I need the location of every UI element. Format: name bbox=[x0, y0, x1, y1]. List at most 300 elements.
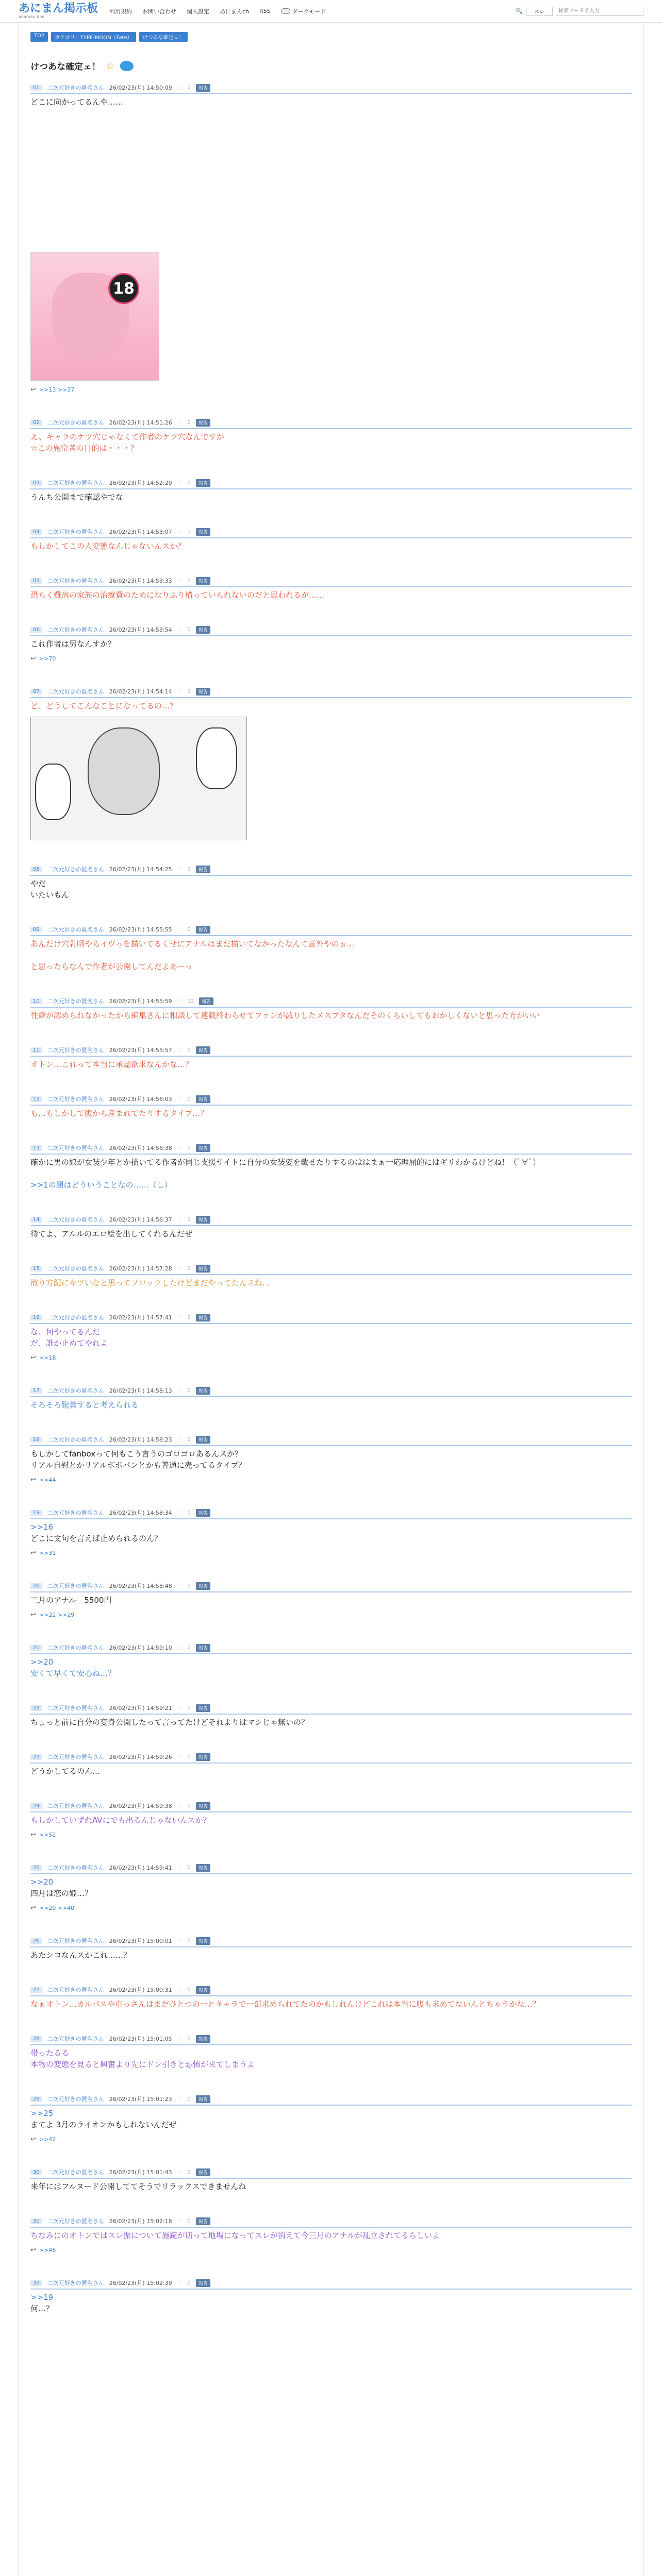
heart-count: 0 bbox=[187, 1645, 191, 1651]
post-author: 二次元好きの匿名さん bbox=[47, 419, 104, 426]
post-item bbox=[30, 2095, 632, 2143]
post-date: 26/02/23(月) 15:00:31 bbox=[109, 1987, 172, 1993]
post-author: 二次元好きの匿名さん bbox=[47, 998, 104, 1005]
post-date: 26/02/23(月) 14:59:26 bbox=[109, 1754, 172, 1760]
post-author: 二次元好きの匿名さん bbox=[47, 1583, 104, 1589]
heart-icon[interactable]: ♡ bbox=[177, 1265, 183, 1272]
post-item bbox=[30, 687, 632, 840]
heart-icon[interactable]: ♡ bbox=[177, 866, 183, 873]
post-author: 二次元好きの匿名さん bbox=[47, 1436, 104, 1443]
post-line: >>16 bbox=[30, 1522, 54, 1532]
post-line: 待てよ、アルルのエロ絵を出してくれるんだぜ bbox=[30, 1229, 193, 1239]
post-date: 26/02/23(月) 14:57:41 bbox=[109, 1314, 172, 1321]
post-body bbox=[30, 540, 632, 552]
report-button[interactable]: 報告 bbox=[196, 1144, 210, 1152]
post-item bbox=[30, 1046, 632, 1070]
post-item bbox=[30, 1509, 632, 1557]
post-line: ど、どうしてこんなことになってるの…？ bbox=[30, 701, 178, 710]
reply-text[interactable]: >>46 bbox=[39, 2247, 56, 2253]
report-button[interactable]: 報告 bbox=[196, 1864, 210, 1872]
post-number[interactable]: 30 bbox=[30, 2170, 42, 2175]
nav-settings[interactable]: 個人設定 bbox=[187, 8, 210, 15]
post-line: 帯ったるる bbox=[30, 2048, 70, 2058]
post-line: 確かに男の娘が女装少年とか描いてる作者が同じ支援サイトに自分の女装姿を載せたりするのははまぁ一応理屈的にはギリわかるけどね！（ﾟ∀ﾟ） bbox=[30, 1158, 540, 1167]
heart-icon[interactable]: ♡ bbox=[177, 1387, 183, 1394]
reply-icon: ↩ bbox=[30, 655, 36, 663]
report-button[interactable]: 報告 bbox=[196, 528, 210, 536]
heart-count: 0 bbox=[187, 1047, 191, 1053]
report-button[interactable]: 報告 bbox=[196, 1046, 210, 1054]
heart-icon[interactable]: ♡ bbox=[177, 1644, 183, 1651]
reply-text[interactable]: >>31 bbox=[39, 1550, 56, 1556]
post-line: だ、誰か止めてやれよ bbox=[30, 1338, 108, 1348]
report-button[interactable]: 報告 bbox=[196, 688, 210, 696]
toggle-switch[interactable] bbox=[281, 8, 290, 14]
reply-text[interactable]: >>22 >>29 bbox=[39, 1612, 75, 1618]
post-author: 二次元好きの匿名さん bbox=[47, 1705, 104, 1711]
reply-links[interactable] bbox=[30, 1831, 632, 1839]
heart-icon[interactable]: ♡ bbox=[177, 1436, 183, 1443]
post-item bbox=[30, 1802, 632, 1839]
post-number[interactable]: 09 bbox=[30, 927, 42, 933]
post-number[interactable]: 26 bbox=[30, 1938, 42, 1944]
post-item bbox=[30, 418, 632, 454]
character-head bbox=[88, 727, 160, 815]
report-button[interactable]: 報告 bbox=[196, 626, 210, 634]
post-number[interactable]: 19 bbox=[30, 1510, 42, 1516]
report-button[interactable]: 報告 bbox=[196, 1802, 210, 1810]
post-body bbox=[30, 1157, 632, 1191]
reply-text[interactable]: >>29 >>40 bbox=[39, 1905, 75, 1911]
star-icon[interactable]: ☆ bbox=[106, 59, 115, 72]
post-line: ☆この異常者の目的は・・・？ bbox=[30, 444, 138, 453]
post-line: やだ bbox=[30, 879, 46, 888]
post-header bbox=[30, 865, 632, 876]
report-button[interactable]: 報告 bbox=[196, 2279, 210, 2287]
reply-icon: ↩ bbox=[30, 2136, 36, 2143]
post-header bbox=[30, 1386, 632, 1397]
report-button[interactable]: 報告 bbox=[196, 1216, 210, 1224]
post-body bbox=[30, 589, 632, 601]
post-body bbox=[30, 1950, 632, 1961]
post-date: 26/02/23(月) 14:56:03 bbox=[109, 1096, 172, 1103]
report-button[interactable]: 報告 bbox=[196, 1937, 210, 1945]
post-date: 26/02/23(月) 14:53:54 bbox=[109, 626, 172, 633]
heart-icon[interactable]: ♡ bbox=[177, 1582, 183, 1589]
heart-icon[interactable]: ♡ bbox=[177, 2168, 183, 2176]
reply-text[interactable]: >>70 bbox=[39, 655, 56, 662]
post-date: 26/02/23(月) 14:57:28 bbox=[109, 1265, 172, 1272]
post-item bbox=[30, 2217, 632, 2254]
post-number[interactable]: 27 bbox=[30, 1987, 42, 1993]
post-number[interactable]: 05 bbox=[30, 578, 42, 584]
heart-count: 0 bbox=[187, 688, 191, 694]
post-body bbox=[30, 1448, 632, 1471]
reply-text[interactable]: >>18 bbox=[39, 1354, 56, 1361]
report-button[interactable]: 報告 bbox=[196, 84, 210, 92]
site-logo[interactable] bbox=[19, 3, 98, 20]
post-author: 二次元好きの匿名さん bbox=[47, 866, 104, 873]
post-item bbox=[30, 83, 632, 394]
post-line: と思ったらなんで作者が公開してんだよあーっ bbox=[30, 962, 193, 971]
reply-links[interactable] bbox=[30, 1549, 632, 1557]
post-header bbox=[30, 1986, 632, 1996]
breadcrumb-category[interactable]: カテゴリ：TYPE-MOON（Fate） bbox=[51, 32, 136, 42]
heart-count: 0 bbox=[187, 1145, 191, 1151]
post-author: 二次元好きの匿名さん bbox=[47, 2169, 104, 2176]
post-number[interactable]: 25 bbox=[30, 1865, 42, 1871]
post-item bbox=[30, 925, 632, 972]
post-date: 26/02/23(月) 14:53:07 bbox=[109, 529, 172, 535]
heart-count: 0 bbox=[187, 2280, 191, 2286]
reply-links[interactable] bbox=[30, 1611, 632, 1619]
post-author: 二次元好きの匿名さん bbox=[47, 1510, 104, 1516]
reply-links[interactable] bbox=[30, 386, 632, 394]
search-area bbox=[516, 7, 643, 16]
search-icon[interactable]: 🔍 bbox=[516, 8, 523, 14]
post-line: 恐らく難病の家族の治療費のためになりふり構っていられないのだと思われるが…… bbox=[30, 590, 325, 600]
post-line: どうかしてるのん… bbox=[30, 1767, 101, 1776]
post-number[interactable]: 23 bbox=[30, 1754, 42, 1760]
post-number[interactable]: 17 bbox=[30, 1388, 42, 1394]
heart-count: 0 bbox=[187, 1754, 191, 1760]
post-author: 二次元好きの匿名さん bbox=[47, 1314, 104, 1321]
heart-count: 12 bbox=[187, 998, 194, 1004]
post-header bbox=[30, 577, 632, 587]
post-line: え、キャラのケツ穴じゃなくて作者のケツ穴なんですか bbox=[30, 432, 224, 442]
heart-icon[interactable]: ♡ bbox=[177, 1937, 183, 1944]
heart-icon[interactable]: ♡ bbox=[177, 528, 183, 535]
report-button[interactable]: 報告 bbox=[196, 1387, 210, 1395]
reply-icon: ↩ bbox=[30, 1354, 36, 1362]
post-number[interactable]: 12 bbox=[30, 1096, 42, 1102]
heart-count: 0 bbox=[187, 480, 191, 486]
report-button[interactable]: 報告 bbox=[196, 577, 210, 585]
post-line: 三月のアナル 5500円 bbox=[30, 1596, 112, 1605]
report-button[interactable]: 報告 bbox=[196, 1753, 210, 1761]
post-author: 二次元好きの匿名さん bbox=[47, 1803, 104, 1809]
post-line: 来年にはフルヌード公開しててそうでリラックスできませんね bbox=[30, 2182, 246, 2191]
heart-icon[interactable]: ♡ bbox=[177, 419, 183, 426]
post-number[interactable]: 01 bbox=[30, 85, 42, 91]
nav-animanch[interactable]: あにまんch bbox=[220, 8, 250, 15]
report-button[interactable]: 報告 bbox=[196, 866, 210, 873]
reply-text[interactable]: >>44 bbox=[39, 1477, 56, 1483]
heart-icon[interactable]: ♡ bbox=[177, 626, 183, 633]
heart-icon[interactable]: ♡ bbox=[177, 1864, 183, 1871]
heart-icon[interactable]: ♡ bbox=[177, 2279, 183, 2286]
post-item bbox=[30, 1095, 632, 1119]
report-button[interactable]: 報告 bbox=[196, 1265, 210, 1273]
nav-rss[interactable]: RSS bbox=[259, 8, 271, 14]
heart-icon[interactable]: ♡ bbox=[177, 1046, 183, 1054]
heart-icon[interactable]: ♡ bbox=[177, 926, 183, 933]
post-line: 四月は恋の姫…？ bbox=[30, 1889, 93, 1898]
post-header bbox=[30, 2279, 632, 2290]
post-body bbox=[30, 1521, 632, 1544]
post-item bbox=[30, 1753, 632, 1777]
reply-text[interactable]: >>42 bbox=[39, 2136, 56, 2143]
post-line: いたいもん bbox=[30, 890, 70, 900]
post-header bbox=[30, 1643, 632, 1654]
dark-mode-toggle[interactable] bbox=[281, 7, 326, 15]
heart-icon[interactable]: ♡ bbox=[177, 1753, 183, 1760]
post-header bbox=[30, 997, 632, 1008]
post-body bbox=[30, 1277, 632, 1289]
heart-count: 0 bbox=[187, 1387, 191, 1394]
post-header bbox=[30, 1509, 632, 1519]
post-number[interactable]: 16 bbox=[30, 1315, 42, 1320]
post-item bbox=[30, 2035, 632, 2070]
report-button[interactable]: 報告 bbox=[196, 1095, 210, 1103]
post-header bbox=[30, 528, 632, 538]
report-button[interactable]: 報告 bbox=[196, 479, 210, 487]
post-date: 26/02/23(月) 14:58:23 bbox=[109, 1436, 172, 1443]
search-scope-select[interactable]: スレ bbox=[526, 7, 553, 16]
report-button[interactable]: 報告 bbox=[196, 1509, 210, 1517]
post-body bbox=[30, 878, 632, 901]
post-line: >>1の題はどういうことなの……（し） bbox=[30, 1180, 172, 1190]
post-header bbox=[30, 418, 632, 429]
heart-icon[interactable]: ♡ bbox=[177, 1986, 183, 1993]
heart-count: 0 bbox=[187, 2169, 191, 2175]
post-number[interactable]: 03 bbox=[30, 480, 42, 486]
post-line: >>25 bbox=[30, 2109, 54, 2118]
post-date: 26/02/23(月) 14:54:14 bbox=[109, 688, 172, 695]
post-author: 二次元好きの匿名さん bbox=[47, 1265, 104, 1272]
breadcrumb-thread[interactable]: けつあな確定ェ！ bbox=[139, 32, 188, 42]
heart-icon[interactable]: ♡ bbox=[177, 997, 183, 1005]
post-author: 二次元好きの匿名さん bbox=[47, 529, 104, 535]
post-number[interactable]: 32 bbox=[30, 2280, 42, 2286]
heart-icon[interactable]: ♡ bbox=[177, 1802, 183, 1809]
post-header bbox=[30, 2217, 632, 2228]
post-body bbox=[30, 2181, 632, 2192]
post-body bbox=[30, 2292, 632, 2314]
post-author: 二次元好きの匿名さん bbox=[47, 1216, 104, 1223]
post-author: 二次元好きの匿名さん bbox=[47, 480, 104, 486]
post-line: もしかしてこの人変態なんじゃないんスか？ bbox=[30, 541, 186, 551]
post-body bbox=[30, 938, 632, 972]
manga-panel-image[interactable] bbox=[30, 717, 247, 840]
report-button[interactable]: 報告 bbox=[196, 2168, 210, 2176]
post-date: 26/02/23(月) 14:55:57 bbox=[109, 1047, 172, 1054]
post-number[interactable]: 20 bbox=[30, 1583, 42, 1589]
post-header bbox=[30, 83, 632, 94]
post-date: 26/02/23(月) 14:55:59 bbox=[109, 998, 172, 1005]
report-button[interactable]: 報告 bbox=[196, 2035, 210, 2043]
post-date: 26/02/23(月) 14:58:34 bbox=[109, 1510, 172, 1516]
post-header bbox=[30, 1264, 632, 1275]
search-input[interactable] bbox=[556, 7, 643, 16]
nav-terms[interactable]: 利用規約 bbox=[109, 8, 133, 15]
post-number[interactable]: 02 bbox=[30, 420, 42, 426]
heart-count: 0 bbox=[187, 1705, 191, 1711]
heart-count: 0 bbox=[187, 1987, 191, 1993]
post-line: そろそろ脱糞すると考えられる bbox=[30, 1400, 139, 1410]
site-header bbox=[0, 0, 662, 23]
heart-icon[interactable]: ♡ bbox=[177, 1509, 183, 1516]
breadcrumb-top[interactable]: TOP bbox=[30, 32, 48, 42]
post-header bbox=[30, 1704, 632, 1715]
reply-icon: ↩ bbox=[30, 1611, 36, 1619]
post-header bbox=[30, 1313, 632, 1324]
post-header bbox=[30, 1215, 632, 1226]
heart-icon[interactable]: ♡ bbox=[177, 84, 183, 91]
reply-text[interactable]: >>52 bbox=[39, 1832, 56, 1838]
post-date: 26/02/23(月) 14:55:55 bbox=[109, 926, 172, 933]
post-header bbox=[30, 1435, 632, 1446]
post-item bbox=[30, 479, 632, 503]
heart-icon[interactable]: ♡ bbox=[177, 2035, 183, 2042]
post-item bbox=[30, 1264, 632, 1289]
post-date: 26/02/23(月) 14:58:48 bbox=[109, 1583, 172, 1589]
post-header bbox=[30, 2095, 632, 2106]
post-number[interactable]: 31 bbox=[30, 2218, 42, 2224]
post-date: 26/02/23(月) 15:01:43 bbox=[109, 2169, 172, 2176]
post-author: 二次元好きの匿名さん bbox=[47, 2218, 104, 2225]
report-button[interactable]: 報告 bbox=[196, 2217, 210, 2225]
post-line: も…もしかして腹から産まれてたりするタイプ…？ bbox=[30, 1109, 208, 1118]
post-number[interactable]: 10 bbox=[30, 998, 42, 1004]
post-item bbox=[30, 1863, 632, 1912]
heart-count: 0 bbox=[187, 2218, 191, 2224]
post-line: >>20 bbox=[30, 1877, 54, 1887]
post-item bbox=[30, 1144, 632, 1191]
heart-icon[interactable]: ♡ bbox=[177, 1216, 183, 1223]
report-button[interactable]: 報告 bbox=[196, 1582, 210, 1590]
post-number[interactable]: 11 bbox=[30, 1047, 42, 1053]
report-button[interactable]: 報告 bbox=[196, 419, 210, 427]
post-item bbox=[30, 577, 632, 601]
logo-subtitle: anaman bbs bbox=[19, 14, 44, 19]
twitter-icon[interactable] bbox=[120, 61, 134, 71]
post-author: 二次元好きの匿名さん bbox=[47, 2036, 104, 2042]
post-body: どこに向かってるんや…… bbox=[30, 97, 124, 107]
post-number[interactable]: 21 bbox=[30, 1645, 42, 1651]
post-author: 二次元好きの匿名さん bbox=[47, 1987, 104, 1993]
post-body bbox=[30, 700, 632, 711]
reply-icon: ↩ bbox=[30, 1904, 36, 1912]
heart-icon[interactable]: ♡ bbox=[177, 688, 183, 695]
post-body bbox=[30, 1876, 632, 1899]
post-number[interactable]: 14 bbox=[30, 1217, 42, 1223]
post-number[interactable]: 06 bbox=[30, 627, 42, 633]
post-item bbox=[30, 2168, 632, 2192]
heart-count: 0 bbox=[187, 1216, 191, 1223]
heart-icon[interactable]: ♡ bbox=[177, 2217, 183, 2225]
heart-icon[interactable]: ♡ bbox=[177, 577, 183, 584]
heart-count: 0 bbox=[187, 1938, 191, 1944]
post-header bbox=[30, 625, 632, 636]
report-button[interactable]: 報告 bbox=[199, 997, 213, 1005]
post-body bbox=[30, 1766, 632, 1777]
post-date: 26/02/23(月) 15:01:05 bbox=[109, 2036, 172, 2042]
heart-icon[interactable]: ♡ bbox=[177, 1144, 183, 1151]
post-header bbox=[30, 1582, 632, 1592]
speech-bubble bbox=[196, 727, 237, 789]
heart-count: 0 bbox=[187, 1096, 191, 1102]
post-date: 26/02/23(月) 15:01:23 bbox=[109, 2096, 172, 2103]
post-line: な、何やってるんだ bbox=[30, 1327, 101, 1336]
reply-links[interactable] bbox=[30, 2136, 632, 2143]
heart-count: 0 bbox=[187, 1510, 191, 1516]
logo-title: あにまん掲示板 bbox=[19, 2, 98, 15]
post-header bbox=[30, 1046, 632, 1057]
heart-count: 0 bbox=[187, 1583, 191, 1589]
report-button[interactable]: 報告 bbox=[196, 1704, 210, 1712]
post-date: 26/02/23(月) 14:50:09 bbox=[109, 84, 172, 91]
reply-links[interactable] bbox=[30, 655, 632, 663]
post-item bbox=[30, 1582, 632, 1619]
post-line: どこに文句を言えば止められるのん？ bbox=[30, 1534, 162, 1543]
post-number[interactable]: 04 bbox=[30, 529, 42, 535]
post-header bbox=[30, 925, 632, 936]
post-line: 安くて早くて安心ね…？ bbox=[30, 1669, 116, 1678]
post-line: ちょっと前に自分の変身公開したって言ってたけどそれよりはマシじゃ無いの？ bbox=[30, 1718, 309, 1727]
reply-links[interactable] bbox=[30, 1476, 632, 1484]
post-body bbox=[30, 431, 632, 454]
reply-text[interactable]: >>13 >>37 bbox=[39, 386, 75, 393]
report-button[interactable]: 報告 bbox=[196, 1986, 210, 1994]
heart-icon[interactable]: ♡ bbox=[177, 1314, 183, 1321]
post-number[interactable]: 24 bbox=[30, 1803, 42, 1809]
post-body bbox=[30, 1815, 632, 1826]
heart-icon[interactable]: ♡ bbox=[177, 479, 183, 486]
report-button[interactable]: 報告 bbox=[196, 1436, 210, 1444]
post-number[interactable]: 18 bbox=[30, 1437, 42, 1443]
post-date: 26/02/23(月) 14:53:33 bbox=[109, 578, 172, 584]
post-item bbox=[30, 1313, 632, 1362]
post-body bbox=[30, 1010, 632, 1021]
post-date: 26/02/23(月) 14:59:38 bbox=[109, 1803, 172, 1809]
post-number[interactable]: 08 bbox=[30, 867, 42, 872]
post-author: 二次元好きの匿名さん bbox=[47, 926, 104, 933]
report-button[interactable]: 報告 bbox=[196, 926, 210, 934]
post-line: もしかしていずれAVにでも出るんじゃないんスか？ bbox=[30, 1816, 211, 1825]
heart-icon[interactable]: ♡ bbox=[177, 1704, 183, 1711]
post-number[interactable]: 07 bbox=[30, 689, 42, 694]
report-button[interactable]: 報告 bbox=[196, 1314, 210, 1321]
post-date: 26/02/23(月) 14:59:41 bbox=[109, 1865, 172, 1871]
heart-icon[interactable]: ♡ bbox=[177, 1095, 183, 1103]
post-body bbox=[30, 1326, 632, 1349]
post-author: 二次元好きの匿名さん bbox=[47, 688, 104, 695]
post-line: >>19 bbox=[30, 2293, 54, 2302]
post-number[interactable]: 15 bbox=[30, 1266, 42, 1272]
post-line: >>20 bbox=[30, 1657, 54, 1667]
report-button[interactable]: 報告 bbox=[196, 2095, 210, 2103]
post-line: なぁオトン…カルパスや市っさんはまだひとつの一とキャラで一部求められてたのかもしれんけどこれは本当に腹も求めてないんとちゃうかな…？ bbox=[30, 1999, 540, 2009]
anime-girl-image[interactable] bbox=[30, 252, 159, 381]
post-number[interactable]: 22 bbox=[30, 1705, 42, 1711]
report-button[interactable]: 報告 bbox=[196, 1644, 210, 1652]
heart-count: 0 bbox=[187, 1436, 191, 1443]
reply-links[interactable] bbox=[30, 2246, 632, 2254]
reply-links[interactable] bbox=[30, 1904, 632, 1912]
heart-count: 0 bbox=[187, 2036, 191, 2042]
nav-contact[interactable]: お問い合わせ bbox=[142, 8, 177, 15]
post-author: 二次元好きの匿名さん bbox=[47, 1938, 104, 1944]
reply-links[interactable] bbox=[30, 1354, 632, 1362]
post-number[interactable]: 13 bbox=[30, 1145, 42, 1151]
post-number[interactable]: 29 bbox=[30, 2096, 42, 2102]
post-number[interactable]: 28 bbox=[30, 2036, 42, 2042]
post-author: 二次元好きの匿名さん bbox=[47, 1645, 104, 1651]
post-line: 性癖が認められなかったから編集さんに相談して連載終わらせてファンが減りしたメスブタなんだそのくらいしてもおかしくないと思った方がいい bbox=[30, 1011, 540, 1020]
heart-icon[interactable]: ♡ bbox=[177, 2095, 183, 2103]
post-header bbox=[30, 1753, 632, 1764]
